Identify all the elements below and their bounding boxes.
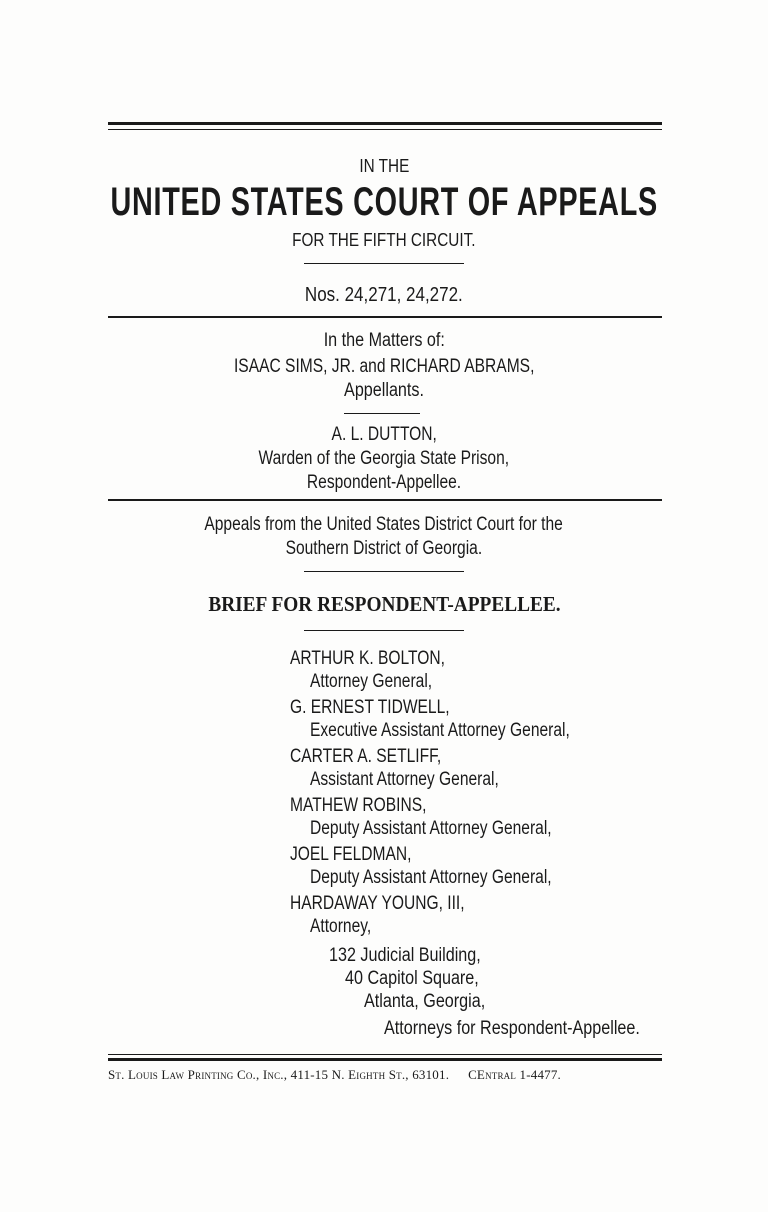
attorney-role: Deputy Assistant Attorney General, (310, 818, 552, 839)
attorney-name: JOEL FELDMAN, (290, 844, 412, 865)
top-rule-thin (108, 129, 662, 130)
respondent-name: A. L. DUTTON, (331, 424, 437, 445)
in-the-label: IN THE (359, 156, 409, 176)
attorney-role: Executive Assistant Attorney General, (310, 720, 570, 741)
address-line-2: 40 Capitol Square, (345, 968, 479, 989)
section-rule-1 (108, 316, 662, 318)
top-rule-thick (108, 122, 662, 125)
section-rule-2 (108, 499, 662, 501)
court-title: UNITED STATES COURT OF APPEALS (110, 180, 658, 224)
attorney-name: MATHEW ROBINS, (290, 795, 427, 816)
short-divider-1 (304, 263, 464, 264)
case-numbers: Nos. 24,271, 24,272. (305, 284, 463, 306)
short-divider-3 (304, 571, 464, 572)
printer-phone: CEntral 1-4477. (468, 1067, 562, 1082)
attorney-name: HARDAWAY YOUNG, III, (290, 893, 465, 914)
appeal-line-1: Appeals from the United States District Court for the (204, 514, 564, 535)
short-divider-2 (344, 413, 420, 414)
bottom-rule-thick (108, 1058, 662, 1061)
address-line-3: Atlanta, Georgia, (364, 991, 486, 1012)
bottom-rule-thin (108, 1054, 662, 1055)
address-line-1: 132 Judicial Building, (329, 945, 481, 966)
brief-title: BRIEF FOR RESPONDENT-APPELLEE. (207, 592, 561, 616)
matters-intro: In the Matters of: (323, 330, 445, 351)
attorney-name: ARTHUR K. BOLTON, (290, 648, 445, 669)
appeal-line-2: Southern District of Georgia. (285, 538, 483, 559)
attorney-role: Attorney, (310, 916, 372, 937)
appellants-label: Appellants. (344, 380, 424, 401)
attorneys-signature: Attorneys for Respondent-Appellee. (384, 1018, 640, 1039)
respondent-label: Respondent-Appellee. (306, 472, 462, 493)
respondent-title: Warden of the Georgia State Prison, (258, 448, 510, 469)
circuit-label: FOR THE FIFTH CIRCUIT. (292, 230, 476, 250)
printer-footer (108, 1067, 664, 1083)
short-divider-4 (304, 630, 464, 631)
attorney-name: G. ERNEST TIDWELL, (290, 697, 450, 718)
attorney-role: Attorney General, (310, 671, 433, 692)
attorney-role: Assistant Attorney General, (310, 769, 499, 790)
attorney-role: Deputy Assistant Attorney General, (310, 867, 552, 888)
attorney-name: CARTER A. SETLIFF, (290, 746, 442, 767)
printer-info: St. Louis Law Printing Co., Inc., 411-15 N. Eighth St., 63101. (108, 1067, 450, 1082)
appellants-names: ISAAC SIMS, JR. and RICHARD ABRAMS, (233, 356, 535, 377)
